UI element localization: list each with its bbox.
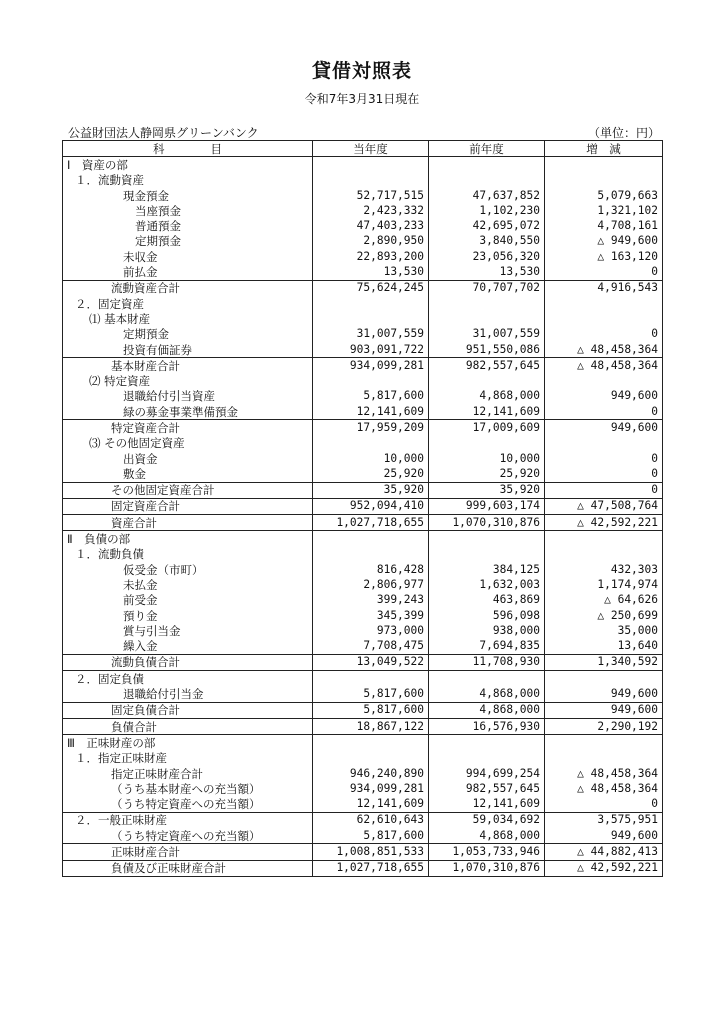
change-value <box>545 436 663 451</box>
row-label: 敷金 <box>63 466 313 482</box>
table-row <box>63 188 663 203</box>
current-year-value: 10,000 <box>313 451 429 466</box>
change-value: 1,340,592 <box>545 654 663 670</box>
header-row <box>63 141 663 157</box>
table-row <box>63 623 663 638</box>
header-change: 増 減 <box>545 141 663 157</box>
table-row <box>63 796 663 812</box>
previous-year-value <box>429 311 545 326</box>
previous-year-value: 16,576,930 <box>429 718 545 734</box>
change-value <box>545 373 663 388</box>
previous-year-value: 982,557,645 <box>429 358 545 374</box>
table-row <box>63 327 663 342</box>
current-year-value <box>313 436 429 451</box>
change-value: 1,321,102 <box>545 203 663 218</box>
current-year-value: 952,094,410 <box>313 498 429 514</box>
current-year-value: 934,099,281 <box>313 358 429 374</box>
current-year-value: 5,817,600 <box>313 686 429 702</box>
table-row <box>63 515 663 531</box>
previous-year-value: 17,009,609 <box>429 420 545 436</box>
change-value: 0 <box>545 327 663 342</box>
current-year-value: 52,717,515 <box>313 188 429 203</box>
row-label: ２．一般正味財産 <box>63 812 313 828</box>
table-row <box>63 234 663 249</box>
table-row <box>63 686 663 702</box>
row-label: ２．固定負債 <box>63 671 313 687</box>
table-row <box>63 735 663 751</box>
row-label: 負債合計 <box>63 718 313 734</box>
previous-year-value: 4,868,000 <box>429 686 545 702</box>
table-row <box>63 766 663 781</box>
row-label: 固定負債合計 <box>63 702 313 718</box>
table-row <box>63 311 663 326</box>
change-value <box>545 531 663 547</box>
current-year-value: 345,399 <box>313 608 429 623</box>
table-row <box>63 342 663 358</box>
previous-year-value: 951,550,086 <box>429 342 545 358</box>
table-row <box>63 203 663 218</box>
current-year-value: 31,007,559 <box>313 327 429 342</box>
row-label: （うち特定資産への充当額） <box>63 796 313 812</box>
table-row <box>63 249 663 264</box>
table-row <box>63 157 663 173</box>
row-label: 負債及び正味財産合計 <box>63 860 313 876</box>
table-row <box>63 451 663 466</box>
previous-year-value: 10,000 <box>429 451 545 466</box>
change-value: 35,000 <box>545 623 663 638</box>
change-value: △ 48,458,364 <box>545 781 663 796</box>
row-label: 賞与引当金 <box>63 623 313 638</box>
table-row <box>63 296 663 311</box>
change-value: △ 250,699 <box>545 608 663 623</box>
previous-year-value: 384,125 <box>429 562 545 577</box>
current-year-value <box>313 531 429 547</box>
table-row <box>63 608 663 623</box>
table-row <box>63 264 663 280</box>
current-year-value <box>313 751 429 766</box>
row-label: （うち基本財産への充当額） <box>63 781 313 796</box>
current-year-value <box>313 157 429 173</box>
table-row <box>63 781 663 796</box>
change-value: 3,575,951 <box>545 812 663 828</box>
change-value: 949,600 <box>545 828 663 844</box>
table-row <box>63 358 663 374</box>
row-label: 特定資産合計 <box>63 420 313 436</box>
table-row <box>63 498 663 514</box>
row-label: 資産合計 <box>63 515 313 531</box>
row-label: 前受金 <box>63 593 313 608</box>
current-year-value: 973,000 <box>313 623 429 638</box>
previous-year-value: 42,695,072 <box>429 218 545 233</box>
table-row <box>63 420 663 436</box>
unit-label: （単位：円） <box>587 126 660 140</box>
table-row <box>63 828 663 844</box>
change-value: 13,640 <box>545 639 663 655</box>
table-row <box>63 436 663 451</box>
row-label: １．指定正味財産 <box>63 751 313 766</box>
previous-year-value <box>429 296 545 311</box>
previous-year-value: 1,070,310,876 <box>429 515 545 531</box>
current-year-value: 18,867,122 <box>313 718 429 734</box>
header-previous-year: 前年度 <box>429 141 545 157</box>
row-label: 基本財産合計 <box>63 358 313 374</box>
change-value: 432,303 <box>545 562 663 577</box>
row-label: 投資有価証券 <box>63 342 313 358</box>
change-value: 0 <box>545 796 663 812</box>
table-row <box>63 654 663 670</box>
table-row <box>63 860 663 876</box>
header-item: 科 目 <box>63 141 313 157</box>
table-row <box>63 702 663 718</box>
row-label: 流動資産合計 <box>63 280 313 296</box>
previous-year-value: 4,868,000 <box>429 702 545 718</box>
row-label: その他固定資産合計 <box>63 482 313 498</box>
previous-year-value <box>429 436 545 451</box>
current-year-value: 1,027,718,655 <box>313 515 429 531</box>
change-value <box>545 157 663 173</box>
current-year-value: 25,920 <box>313 466 429 482</box>
organization-name: 公益財団法人静岡県グリーンバンク <box>68 126 259 140</box>
row-label: 現金預金 <box>63 188 313 203</box>
table-row <box>63 812 663 828</box>
previous-year-value: 47,637,852 <box>429 188 545 203</box>
change-value: 5,079,663 <box>545 188 663 203</box>
previous-year-value: 1,070,310,876 <box>429 860 545 876</box>
previous-year-value: 25,920 <box>429 466 545 482</box>
change-value <box>545 296 663 311</box>
previous-year-value: 59,034,692 <box>429 812 545 828</box>
table-row <box>63 718 663 734</box>
current-year-value: 816,428 <box>313 562 429 577</box>
current-year-value: 17,959,209 <box>313 420 429 436</box>
previous-year-value: 4,868,000 <box>429 828 545 844</box>
row-label: 未収金 <box>63 249 313 264</box>
current-year-value: 5,817,600 <box>313 389 429 404</box>
row-label: ⑶ その他固定資産 <box>63 436 313 451</box>
row-label: Ⅲ 正味財産の部 <box>63 735 313 751</box>
table-row <box>63 466 663 482</box>
table-row <box>63 482 663 498</box>
current-year-value: 1,027,718,655 <box>313 860 429 876</box>
row-label: 仮受金（市町） <box>63 562 313 577</box>
previous-year-value: 938,000 <box>429 623 545 638</box>
change-value: △ 42,592,221 <box>545 860 663 876</box>
change-value: △ 47,508,764 <box>545 498 663 514</box>
current-year-value: 7,708,475 <box>313 639 429 655</box>
previous-year-value: 23,056,320 <box>429 249 545 264</box>
previous-year-value: 1,632,003 <box>429 577 545 592</box>
current-year-value: 2,423,332 <box>313 203 429 218</box>
change-value: △ 48,458,364 <box>545 342 663 358</box>
row-label: 定期預金 <box>63 327 313 342</box>
table-row <box>63 562 663 577</box>
previous-year-value: 12,141,609 <box>429 796 545 812</box>
previous-year-value: 1,053,733,946 <box>429 844 545 860</box>
current-year-value: 13,530 <box>313 264 429 280</box>
row-label: Ⅰ 資産の部 <box>63 157 313 173</box>
balance-sheet-table <box>62 140 663 877</box>
previous-year-value: 463,869 <box>429 593 545 608</box>
current-year-value: 13,049,522 <box>313 654 429 670</box>
previous-year-value <box>429 173 545 188</box>
previous-year-value: 4,868,000 <box>429 389 545 404</box>
current-year-value: 47,403,233 <box>313 218 429 233</box>
table-row <box>63 844 663 860</box>
table-row <box>63 577 663 592</box>
previous-year-value: 994,699,254 <box>429 766 545 781</box>
previous-year-value <box>429 751 545 766</box>
current-year-value: 35,920 <box>313 482 429 498</box>
current-year-value: 399,243 <box>313 593 429 608</box>
row-label: １．流動負債 <box>63 547 313 562</box>
table-row <box>63 593 663 608</box>
current-year-value: 1,008,851,533 <box>313 844 429 860</box>
previous-year-value: 7,694,835 <box>429 639 545 655</box>
document-title: 貸借対照表 <box>311 60 412 82</box>
table-row <box>63 531 663 547</box>
row-label: 正味財産合計 <box>63 844 313 860</box>
current-year-value <box>313 735 429 751</box>
table-row <box>63 547 663 562</box>
table-row <box>63 639 663 655</box>
change-value: 1,174,974 <box>545 577 663 592</box>
previous-year-value: 999,603,174 <box>429 498 545 514</box>
row-label: ２．固定資産 <box>63 296 313 311</box>
change-value: △ 163,120 <box>545 249 663 264</box>
row-label: 未払金 <box>63 577 313 592</box>
row-label: 繰入金 <box>63 639 313 655</box>
previous-year-value <box>429 373 545 388</box>
row-label: 指定正味財産合計 <box>63 766 313 781</box>
previous-year-value: 70,707,702 <box>429 280 545 296</box>
row-label: Ⅱ 負債の部 <box>63 531 313 547</box>
current-year-value: 12,141,609 <box>313 404 429 420</box>
change-value <box>545 751 663 766</box>
table-row <box>63 389 663 404</box>
change-value: 949,600 <box>545 702 663 718</box>
previous-year-value <box>429 735 545 751</box>
previous-year-value: 1,102,230 <box>429 203 545 218</box>
current-year-value: 934,099,281 <box>313 781 429 796</box>
as-of-date: 令和7年3月31日現在 <box>304 92 420 106</box>
change-value: △ 44,882,413 <box>545 844 663 860</box>
current-year-value: 22,893,200 <box>313 249 429 264</box>
current-year-value: 5,817,600 <box>313 828 429 844</box>
header-current-year: 当年度 <box>313 141 429 157</box>
current-year-value: 62,610,643 <box>313 812 429 828</box>
previous-year-value: 12,141,609 <box>429 404 545 420</box>
previous-year-value: 35,920 <box>429 482 545 498</box>
change-value: △ 48,458,364 <box>545 358 663 374</box>
table-row <box>63 671 663 687</box>
current-year-value <box>313 547 429 562</box>
previous-year-value: 3,840,550 <box>429 234 545 249</box>
change-value: △ 64,626 <box>545 593 663 608</box>
change-value <box>545 547 663 562</box>
current-year-value: 2,890,950 <box>313 234 429 249</box>
row-label: 退職給付引当資産 <box>63 389 313 404</box>
row-label: 前払金 <box>63 264 313 280</box>
change-value: △ 42,592,221 <box>545 515 663 531</box>
row-label: 退職給付引当金 <box>63 686 313 702</box>
change-value: 0 <box>545 466 663 482</box>
row-label: 当座預金 <box>63 203 313 218</box>
row-label: 流動負債合計 <box>63 654 313 670</box>
table-row <box>63 218 663 233</box>
current-year-value: 2,806,977 <box>313 577 429 592</box>
row-label: 定期預金 <box>63 234 313 249</box>
current-year-value: 903,091,722 <box>313 342 429 358</box>
balance-sheet-body <box>63 157 663 877</box>
row-label: １．流動資産 <box>63 173 313 188</box>
previous-year-value: 11,708,930 <box>429 654 545 670</box>
current-year-value <box>313 173 429 188</box>
change-value: △ 949,600 <box>545 234 663 249</box>
row-label: 緑の募金事業準備預金 <box>63 404 313 420</box>
change-value: △ 48,458,364 <box>545 766 663 781</box>
change-value: 4,708,161 <box>545 218 663 233</box>
row-label: ⑵ 特定資産 <box>63 373 313 388</box>
change-value: 949,600 <box>545 686 663 702</box>
previous-year-value <box>429 671 545 687</box>
table-row <box>63 404 663 420</box>
current-year-value <box>313 296 429 311</box>
current-year-value <box>313 671 429 687</box>
change-value: 2,290,192 <box>545 718 663 734</box>
current-year-value: 946,240,890 <box>313 766 429 781</box>
change-value <box>545 311 663 326</box>
table-row <box>63 280 663 296</box>
change-value: 949,600 <box>545 389 663 404</box>
previous-year-value: 596,098 <box>429 608 545 623</box>
change-value: 0 <box>545 264 663 280</box>
previous-year-value: 982,557,645 <box>429 781 545 796</box>
table-row <box>63 373 663 388</box>
change-value: 949,600 <box>545 420 663 436</box>
current-year-value <box>313 373 429 388</box>
change-value <box>545 671 663 687</box>
previous-year-value <box>429 157 545 173</box>
table-row <box>63 751 663 766</box>
row-label: ⑴ 基本財産 <box>63 311 313 326</box>
current-year-value: 75,624,245 <box>313 280 429 296</box>
previous-year-value: 13,530 <box>429 264 545 280</box>
row-label: （うち特定資産への充当額） <box>63 828 313 844</box>
change-value <box>545 173 663 188</box>
previous-year-value <box>429 547 545 562</box>
change-value: 4,916,543 <box>545 280 663 296</box>
change-value: 0 <box>545 404 663 420</box>
row-label: 預り金 <box>63 608 313 623</box>
change-value <box>545 735 663 751</box>
row-label: 普通預金 <box>63 218 313 233</box>
previous-year-value <box>429 531 545 547</box>
current-year-value <box>313 311 429 326</box>
current-year-value: 12,141,609 <box>313 796 429 812</box>
change-value: 0 <box>545 482 663 498</box>
current-year-value: 5,817,600 <box>313 702 429 718</box>
row-label: 固定資産合計 <box>63 498 313 514</box>
change-value: 0 <box>545 451 663 466</box>
previous-year-value: 31,007,559 <box>429 327 545 342</box>
row-label: 出資金 <box>63 451 313 466</box>
table-row <box>63 173 663 188</box>
